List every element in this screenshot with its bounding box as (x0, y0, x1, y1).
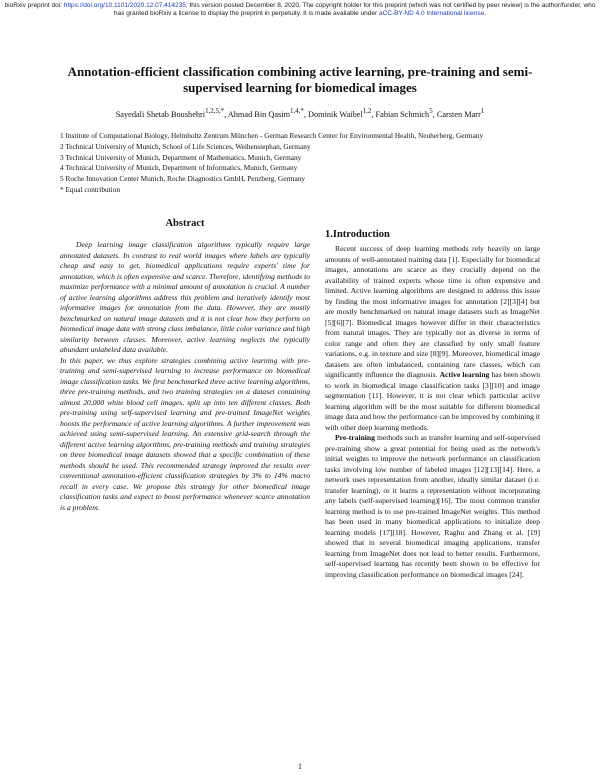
preprint-prefix: bioRxiv preprint doi: (4, 2, 64, 9)
author-name: Dominik Waibel (308, 109, 363, 119)
author-name: Sayedali Shetab Boushehri (115, 109, 206, 119)
abstract-body (60, 240, 310, 513)
intro-paragraph (325, 244, 540, 433)
author-name: Fabian Schmich (375, 109, 430, 119)
affiliation: 5 Roche Innovation Center Munich, Roche Diagnostics GmbH, Penzberg, Germany (60, 174, 306, 184)
intro-text: Recent success of deep learning methods rely heavily on large amounts of well-annotated training data [1]. Especially for biomedical images, annotations are scarce as they crucially depend on the availability of trained experts whose time is often expensive and limited. Active learning algorithms are designed to address this issue by finding the most informative images for annotation [2][3][4] but are mostly benchmarked on natural image datasets such as ImageNet [5][6][7]. Biomedical images however differ in their characteristics from natural images. They are typically not as diverse in terms of color range and often they are classified by only small feature variations, e.g. in texture and size [8][9]. Moreover, biomedical image datasets are often imbalanced, containing rare classes, which can significantly influence the diagnosis. (325, 244, 540, 379)
author-name: Ahmad Bin Qasim (227, 109, 291, 119)
preprint-suffix: . (484, 10, 487, 17)
author (116, 110, 224, 119)
author (371, 110, 432, 119)
author-affiliation-marker: 1,2,5,* (205, 108, 225, 115)
doi-link[interactable]: https://doi.org/10.1101/2020.12.07.414235 (63, 2, 186, 9)
author-affiliation-marker: 5 (429, 108, 433, 115)
author (224, 110, 304, 119)
abstract-heading: Abstract (165, 218, 205, 229)
author-affiliation-marker: 1,4,* (290, 108, 304, 115)
page-number: 1 (298, 762, 302, 771)
author (433, 110, 485, 119)
affiliation: 1 Institute of Computational Biology, Helmholtz Zentrum München - German Research Center for Environmental Health, Neuherberg, Germany (60, 131, 484, 140)
affiliation-list (60, 131, 540, 196)
introduction-body (325, 244, 540, 580)
author-affiliation-marker: 1,2 (362, 108, 372, 115)
intro-bold-term: Pre-training (335, 433, 375, 442)
author-list (60, 107, 540, 120)
equal-contribution-note: * Equal contribution (60, 184, 120, 194)
license-link[interactable]: aCC-BY-ND 4.0 International license (379, 10, 485, 17)
author-name: Carsten Marr (436, 109, 481, 119)
affiliation: 3 Technical University of Munich, Department of Mathematics, Munich, Germany (60, 152, 302, 162)
affiliation: 4 Technical University of Munich, Department of Informatics, Munich, Germany (60, 163, 298, 173)
affiliation: 2 Technical University of Munich, School of Life Sciences, Weihenstephan, Germany (60, 141, 311, 151)
abstract-paragraph: Deep learning image classification algorithms typically require large annotated datasets. In contrast to real world images where labels are typically cheap and easy to get, biomedical applications require experts' time for annotation, which is often expensive and scarce. Therefore, identifying methods to maximize performance with a minimal amount of annotation is crucial. A number of active learning algorithms address this problem and iteratively identify most informative images for annotation from the data. However, they are mostly benchmarked on natural image datasets and it is not clear how they perform on biomedical image data with strong class imbalance, little color variance and high similarity between classes. Moreover, active learning neglects the typically abundant unlabeled data available. (60, 240, 310, 354)
author-affiliation-marker: 1 (480, 108, 485, 115)
intro-text: has been shown to work in biomedical image classification tasks [3][10] and image segmentation [11]. However, it is not clear which particular active learning algorithm will be the most suitable for different biomedical image data and how the performance can be improved by combining it with other deep learning methods. (325, 370, 541, 432)
author (304, 110, 372, 119)
intro-text: methods such as transfer learning and self-supervised pre-training show a great potential for being used as the network's initial weights to improve the network performance on classification tasks involving low number of labeled images [12][13][14]. Here, a network uses representation from another, ideally similar dataset (i.e. transfer learning), or it learns a representation without incorporating any labels (self-supervised learning)[16]. The most common transfer learning method is to use pre-trained ImageNet weights. This method has been used in many biomedical applications to initialize deep learning models [17][18]. However, Raghu and Zhang et al. [19] showed that in several biomedical imaging applications, transfer learning from ImageNet does not lead to better results. Furthermore, self-supervised learning has recently been shown to be effective for improving classification performance on biomedical images [24]. (325, 433, 540, 579)
intro-bold-term: Active learning (439, 370, 490, 379)
intro-paragraph (325, 433, 540, 580)
introduction-heading: 1.Introduction (325, 229, 390, 240)
preprint-notice (0, 2, 600, 18)
abstract-paragraph: In this paper, we thus explore strategies combining active learning with pre-training and semi-supervised learning to increase performance on biomedical image classification tasks. We first benchmarked three active learning algorithms, three pre-training methods, and two training strategies on a dataset containing almost 20,000 white blood cell images, split up into ten different classes. Both pre-training using self-supervised learning and pre-trained ImageNet weights boosts the performance of active learning algorithms. A further improvement was achieved using semi-supervised learning. An extensive grid-search through the different active learning algorithms, pre-training methods and training strategies on three biomedical image datasets showed that a specific combination of these methods should be used. This recommended strategy improved the results over conventional annotation-efficient classification strategies by 3% to 14% macro recall in every case. We propose this strategy for other biomedical image classification tasks and expect to boost performance whenever scarce annotation is a problem. (60, 355, 310, 512)
preprint-middle: ; this version posted December 8, 2020. The copyright holder for this preprint (which was not certified by peer review) is the author/funder, who has granted bioRxiv a license to display the preprint in perpetuity. It is made available under (113, 2, 596, 17)
paper-title: Annotation-efficient classification combining active learning, pre-training and semi-supervised learning for biomedical images (67, 64, 533, 95)
